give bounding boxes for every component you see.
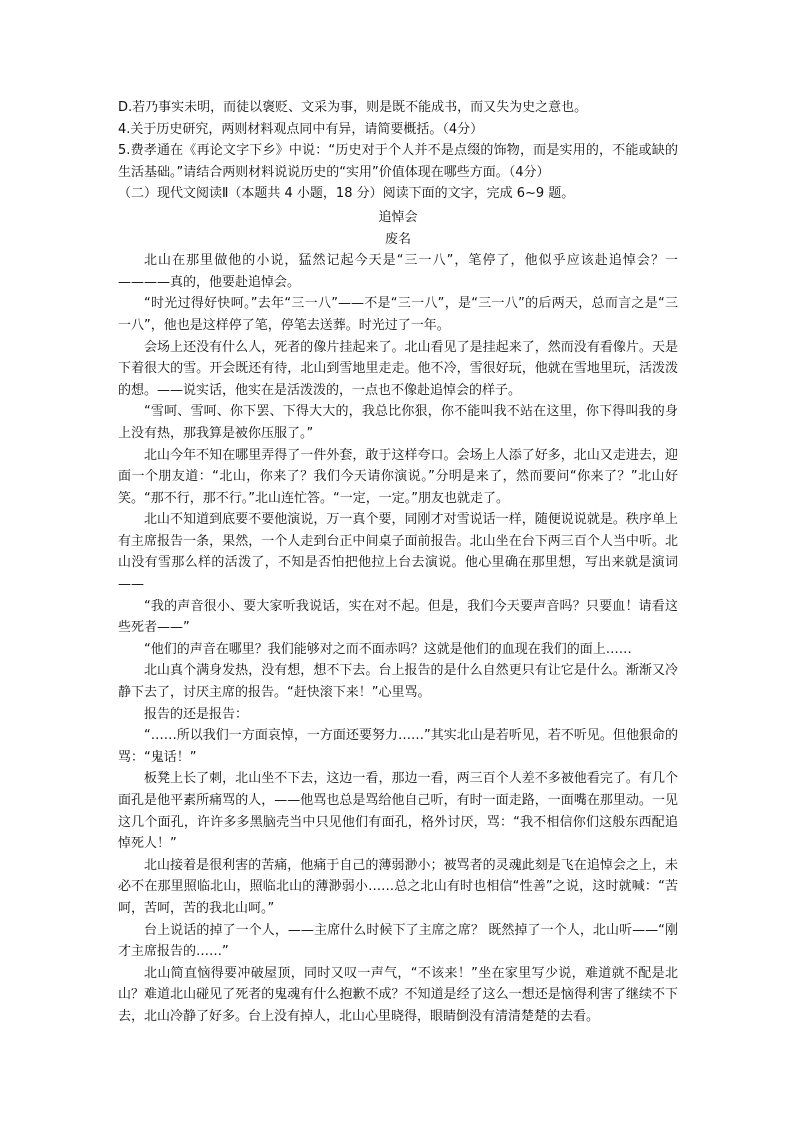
paragraph-14: 台上说话的掉了一个人，——主席什么时候下了主席之席？ 既然掉了一个人，北山听——“刚才主席报告的……” — [118, 922, 678, 960]
paragraph-5: 北山今年不知在哪里弄得了一件外套，敢于这样夸口。会场上人添了好多，北山又走进去，迎面一个朋友道：“北山，你来了？我们今天请你演说。”分明是来了，然而要问“你来了？”北山好笑。“那不行，那不行。”北山连忙答。“一定，一定。”朋友也就走了。 — [118, 447, 678, 506]
option-d: D.若乃事实未明，而徒以褒贬、文采为事，则是既不能成书，而又失为史之意也。 — [118, 100, 588, 115]
article-author: 废名 — [384, 231, 411, 247]
paragraph-6: 北山不知道到底要不要他演说，万一真个要，同刚才对雪说话一样，随便说说就是。秩序单上有主席报告一条，果然，一个人走到台正中间桌子面前报告。北山坐在台下两三百个人当中听。北山没有雪那么样的活泼了，不知是否怕把他拉上台去演说。他心里确在那里想，写出来就是演词—— — [118, 512, 678, 593]
paragraph-2: “时光过得好快呵。”去年“三一八”——不是“三一八”，是“三一八”的后两天，总而言之是“三一八”，他也是这样停了笔，停笔去送葬。时光过了一年。 — [118, 296, 678, 333]
paragraph-10: 报告的还是报告： — [144, 706, 249, 722]
article-title: 追悼会 — [378, 209, 418, 225]
document-page — [118, 97, 678, 1028]
paragraph-13: 北山接着是很利害的苦痛，他痛于自己的薄弱渺小；被骂者的灵魂此刻是飞在追悼会之上，未必不在那里照临北山，照临北山的薄渺弱小……总之北山有时也相信“性善”之说，这时就喊：“苦呵，苦呵，苦的我北山呵。” — [118, 857, 678, 916]
paragraph-4: “雪呵、雪呵、你下罢、下得大大的，我总比你狠，你不能叫我不站在这里，你下得叫我的身上没有热，那我算是被你压服了。” — [118, 404, 678, 441]
question-4: 4.关于历史研究，两则材料观点同中有异，请简要概括。（4分） — [118, 121, 484, 137]
paragraph-8: “他们的声音在哪里？我们能够对之而不面赤吗？这就是他们的血现在我们的面上…… — [144, 641, 632, 657]
paragraph-15: 北山简直恼得要冲破屋顶，同时又叹一声气，“不该来！”坐在家里写少说，难道就不配是北山？难道北山碰见了死者的鬼魂有什么抱歉不成？不知道是经了这么一想还是恼得利害了继续不下去，北山冷静了好多。台上没有掉人，北山心里晓得，眼睛倒没有清清楚楚的去看。 — [118, 965, 678, 1024]
paragraph-9: 北山真个满身发热，没有想，想不下去。台上报告的是什么自然更只有让它是什么。渐渐又冷静下去了，讨厌主席的报告。“赶快滚下来！”心里骂。 — [118, 663, 678, 701]
article-header — [118, 207, 678, 250]
section-2-heading: （二）现代文阅读Ⅱ（本题共 4 小题，18 分）阅读下面的文字，完成 6~9 题。 — [118, 186, 575, 202]
paragraph-3: 会场上还没有什么人，死者的像片挂起来了。北山看见了是挂起来了，然而没有看像片。天是下着很大的雪。开会既还有待，北山到雪地里走走。他不冷，雪很好玩，他就在雪地里玩，活泼泼的想。——说实话，他实在是活泼泼的，一点也不像赴追悼会的样子。 — [118, 339, 678, 398]
paragraph-1: 北山在那里做他的小说，猛然记起今天是“三一八”，笔停了，他似乎应该赴追悼会？一————真的，他要赴追悼会。 — [118, 253, 678, 290]
paragraph-7: “我的声音很小、要大家听我说话，实在对不起。但是，我们今天要声音吗？只要血！请看这些死者——” — [118, 598, 678, 636]
paragraph-11: “……所以我们一方面哀悼，一方面还要努力……”其实北山是若听见，若不听见。但他狠命的骂：“鬼话！” — [118, 728, 678, 765]
paragraph-12: 板凳上长了刺，北山坐不下去，这边一看，那边一看，两三百个人差不多被他看完了。有几个面孔是他平素所痛骂的人，——他骂也总是骂给他自己听，有时一面走路，一面嘴在那里动。一见这几个面孔，许许多多黑脑壳当中只见他们有面孔，格外讨厌，骂：“我不相信你们这般东西配追悼死人！” — [118, 771, 678, 852]
question-5: 5.费孝通在《再论文字下乡》中说：“历史对于个人并不是点缀的饰物，而是实用的，不能或缺的生活基础。”请结合两则材料说说历史的“实用”价值体现在哪些方面。（4分） — [118, 143, 678, 180]
